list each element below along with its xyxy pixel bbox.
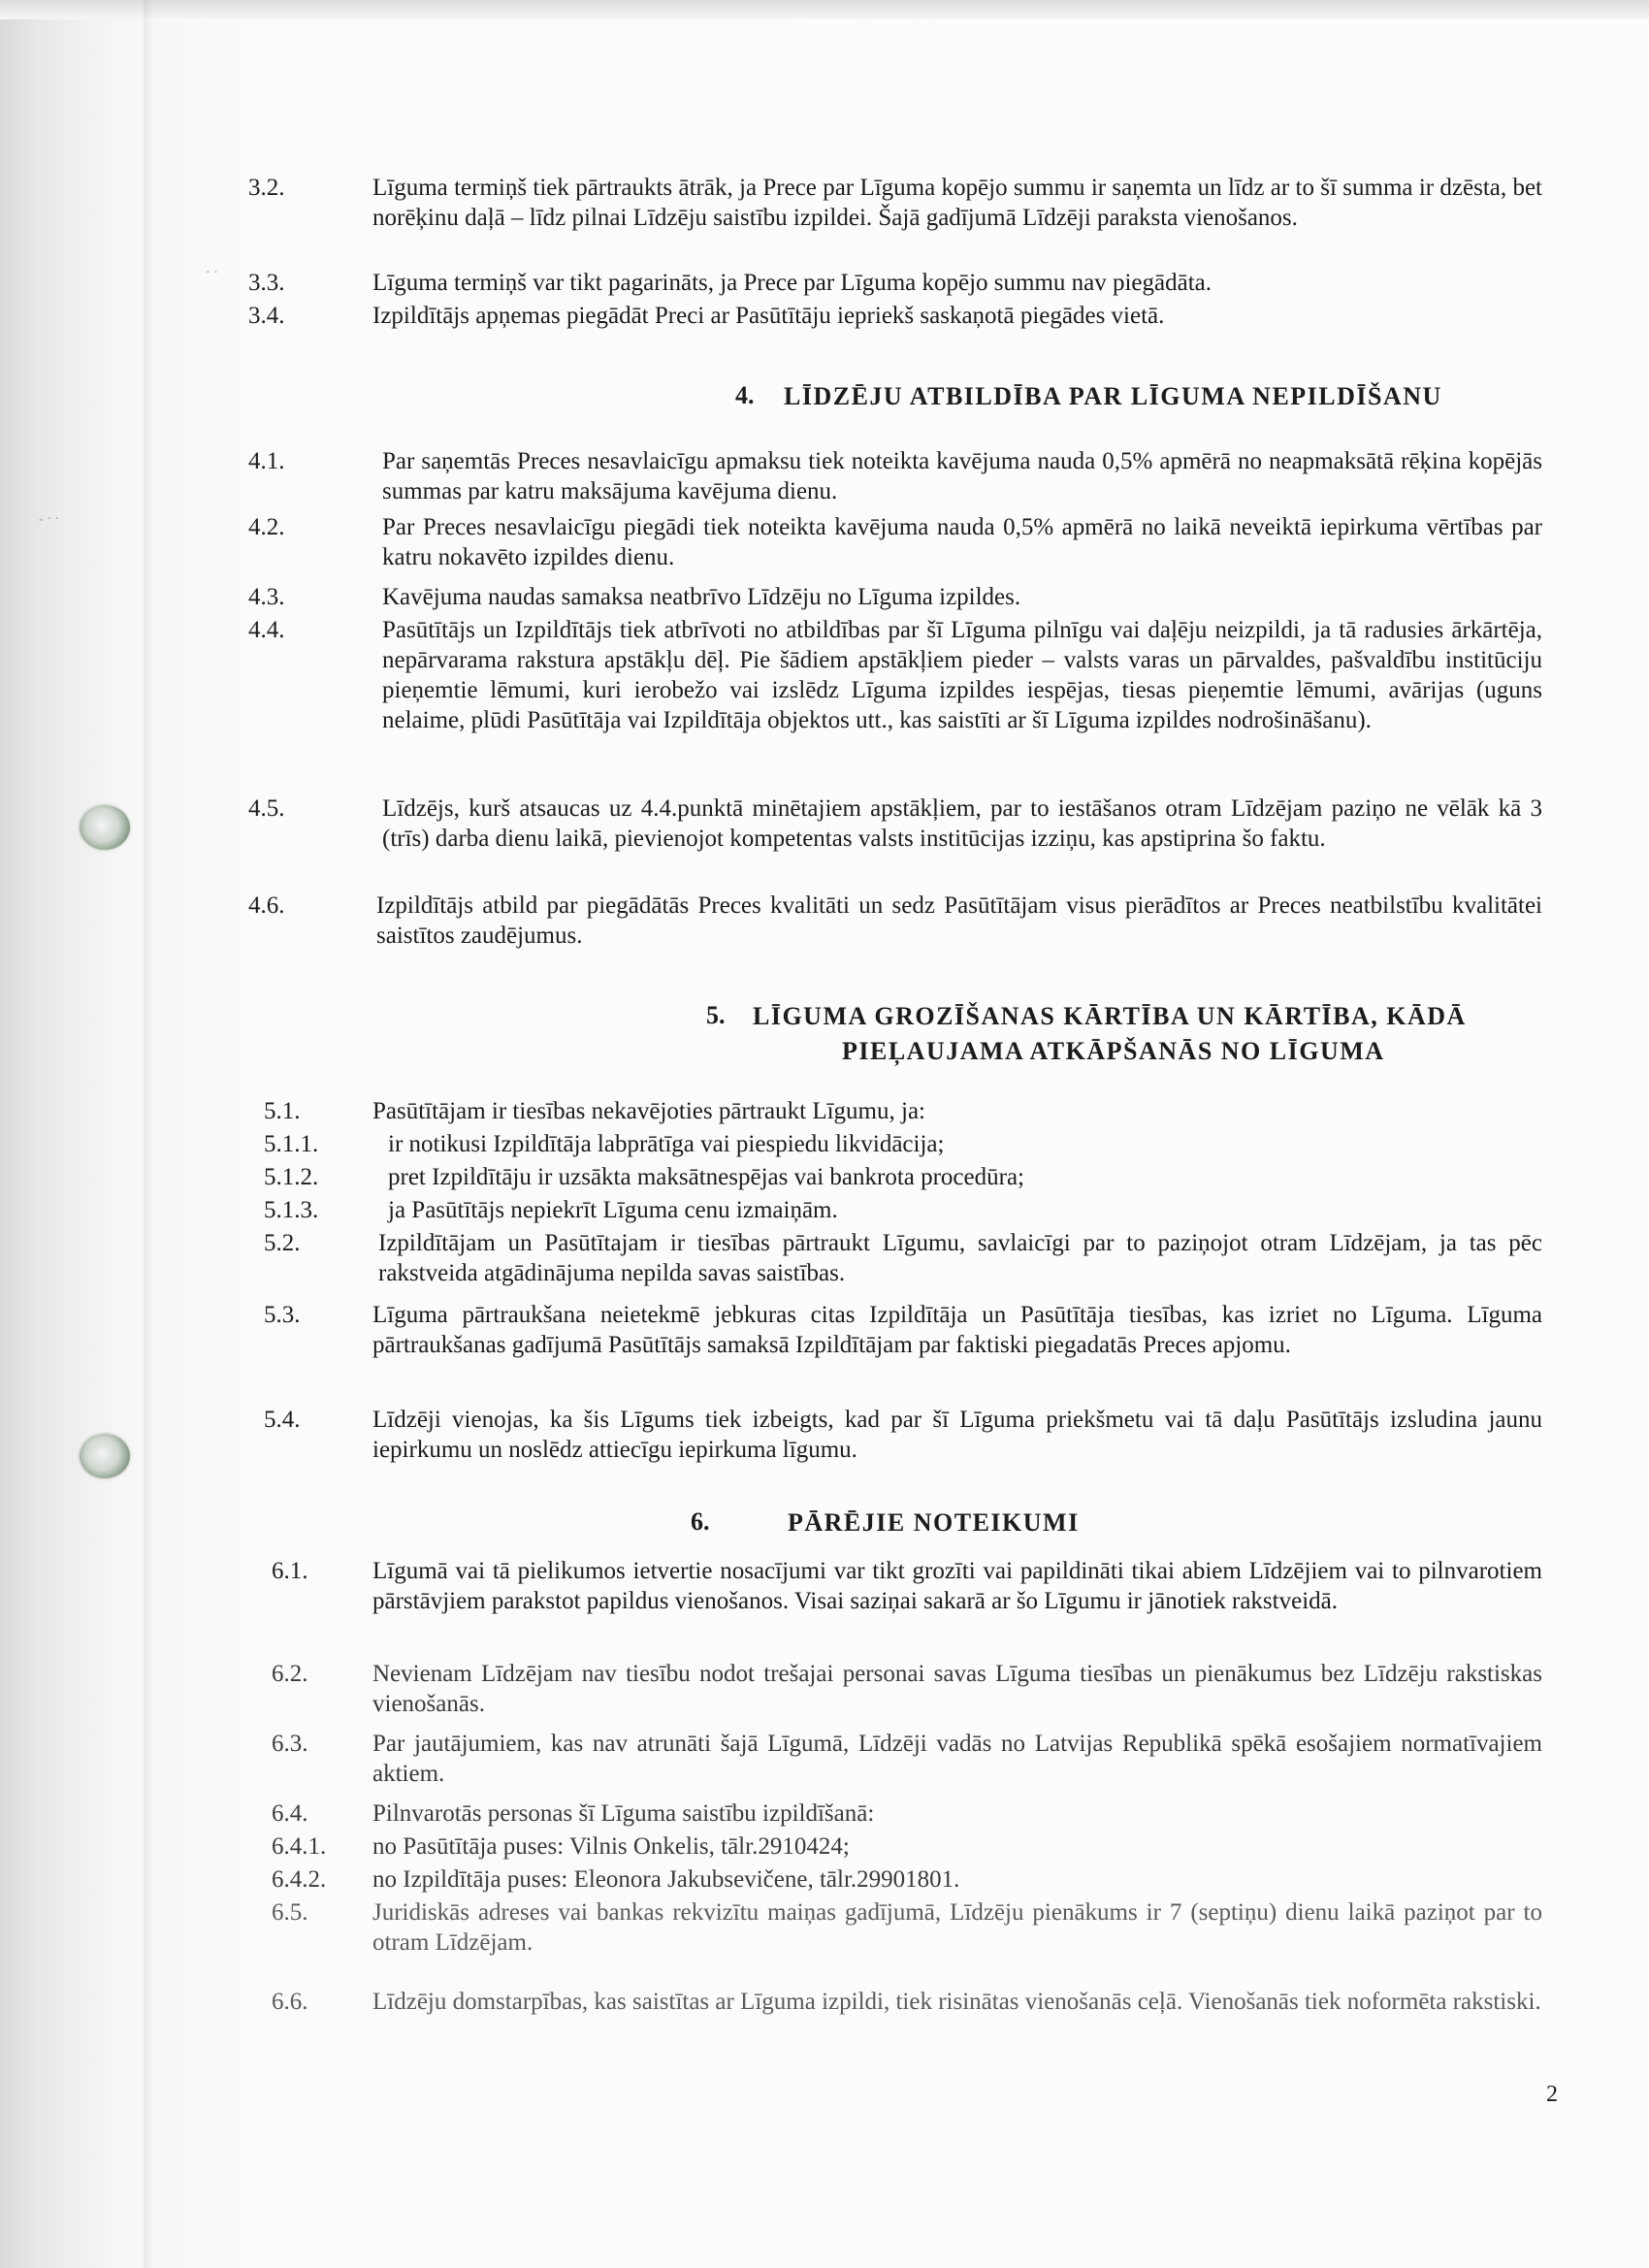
clause-number: 5.1.2. — [264, 1164, 319, 1190]
clause-number: 4.5. — [248, 795, 285, 822]
clause-text: pret Izpildītāju ir uzsākta maksātnespējas vai bankrota procedūra; — [388, 1164, 1024, 1190]
section-number: 5. — [706, 1001, 726, 1029]
clause-text: Izpildītājs apņemas piegādāt Preci ar Pasūtītāju iepriekš saskaņotā piegādes vietā. — [372, 303, 1165, 329]
clause-number: 6.4.1. — [272, 1833, 327, 1860]
clause-text: Līgumā vai tā pielikumos ietvertie nosacījumi var tikt grozīti vai papildināti tikai abiem Līdzējiem vai to pilnvarotiem pārstāvjiem parakstot papildus vienošanos. Visai saziņai sakarā ar šo Līgumu ir jānotiek rakstveidā. — [372, 1558, 1542, 1614]
section-heading-line2: PIEĻAUJAMA ATKĀPŠANĀS NO LĪGUMA — [842, 1037, 1385, 1065]
clause-text: Izpildītājam un Pasūtītajam ir tiesības pārtraukt Līgumu, savlaicīgi par to paziņojot otram Līdzējam, ja tas pēc rakstveida atgādinājuma nepilda savas saistības. — [378, 1230, 1542, 1286]
clause-text: Par saņemtās Preces nesavlaicīgu apmaksu tiek noteikta kavējuma nauda 0,5% apmērā no neapmaksātā rēķina kopējās summas par katru maksājuma kavējuma dienu. — [382, 448, 1542, 504]
clause-text: no Izpildītāja puses: Eleonora Jakubsevičene, tālr.29901801. — [372, 1866, 960, 1893]
clause-number: 6.5. — [272, 1899, 308, 1926]
clause-text: Nevienam Līdzējam nav tiesību nodot trešajai personai savas Līguma tiesības un pienākumus bez Līdzēju rakstiskas vienošanās. — [372, 1661, 1542, 1717]
clause-text: Juridiskās adreses vai bankas rekvizītu maiņas gadījumā, Līdzēju pienākums ir 7 (septiņu) dienu laikā paziņot par to otram Līdzējam. — [372, 1899, 1542, 1956]
page-fold-shadow — [144, 0, 153, 2268]
clause-text: ir notikusi Izpildītāja labprātīga vai piespiedu likvidācija; — [388, 1131, 945, 1157]
clause-number: 6.4.2. — [272, 1866, 327, 1893]
section-heading: LĪDZĒJU ATBILDĪBA PAR LĪGUMA NEPILDĪŠANU — [784, 382, 1442, 410]
clause-number: 5.1. — [264, 1098, 301, 1124]
clause-number: 5.4. — [264, 1407, 301, 1433]
clause-number: 6.3. — [272, 1731, 308, 1757]
clause-number: 5.1.1. — [264, 1131, 319, 1157]
binder-hole-top — [80, 805, 130, 850]
clause-number: 4.3. — [248, 584, 285, 610]
clause-text: Līdzēji vienojas, ka šis Līgums tiek izbeigts, kad par šī Līguma priekšmetu vai tā daļu Pasūtītājs izsludina jaunu iepirkumu un noslēdz attiecīgu iepirkuma līgumu. — [372, 1407, 1542, 1463]
clause-text: Pasūtītājs un Izpildītājs tiek atbrīvoti no atbildības par šī Līguma pilnīgu vai daļēju neizpildi, ja tā radusies ārkārtēja, nepārvarama rakstura apstākļu dēļ. Pie šādiem apstākļiem pieder – valsts varas un pārvaldes, pašvaldību institūciju pieņemtie lēmumi, kuri ierobežo vai izslēdz Līguma izpildes iespējas, tiesas pieņemtie lēmumi, avārijas (uguns nelaime, plūdi Pasūtītāja vai Izpildītāja objektos utt., kas saistīti ar šī Līguma izpildes nodrošināšanu). — [382, 617, 1542, 733]
clause-text: Par Preces nesavlaicīgu piegādi tiek noteikta kavējuma nauda 0,5% apmērā no laikā neveiktā iepirkuma vērtības par katru nokavēto izpildes dienu. — [382, 514, 1542, 570]
clause-number: 3.2. — [248, 175, 285, 201]
clause-text: Kavējuma naudas samaksa neatbrīvo Līdzēju no Līguma izpildes. — [382, 584, 1021, 610]
clause-number: 6.1. — [272, 1558, 308, 1584]
clause-text: Līguma pārtraukšana neietekmē jebkuras citas Izpildītāja un Pasūtītāja tiesības, kas izriet no Līguma. Līguma pārtraukšanas gadījumā Pasūtītājs samaksā Izpildītājam par faktiski piegadatās Preces apjomu. — [372, 1302, 1542, 1358]
clause-number: 5.2. — [264, 1230, 301, 1256]
clause-number: 3.3. — [248, 270, 285, 296]
margin-mark: · · — [206, 266, 218, 280]
clause-number: 4.2. — [248, 514, 285, 540]
section-number: 4. — [735, 381, 755, 409]
clause-number: 6.6. — [272, 1989, 308, 2015]
clause-text: ja Pasūtītājs nepiekrīt Līguma cenu izmaiņām. — [388, 1197, 838, 1223]
clause-number: 4.6. — [248, 892, 285, 919]
margin-mark: - · · — [39, 512, 59, 527]
clause-text: Līguma termiņš tiek pārtraukts ātrāk, ja Prece par Līguma kopējo summu ir saņemta un līdz ar to šī summa ir dzēsta, bet norēķinu daļā – līdz pilnai Līdzēju saistību izpildei. Šajā gadījumā Līdzēji paraksta vienošanos. — [372, 175, 1542, 231]
clause-number: 5.1.3. — [264, 1197, 319, 1223]
clause-text: Līguma termiņš var tikt pagarināts, ja Prece par Līguma kopējo summu nav piegādāta. — [372, 270, 1212, 296]
clause-text: Pasūtītājam ir tiesības nekavējoties pārtraukt Līgumu, ja: — [372, 1098, 925, 1124]
binder-hole-bottom — [80, 1434, 130, 1478]
clause-text: Līdzējs, kurš atsaucas uz 4.4.punktā minētajiem apstākļiem, par to iestāšanos otram Līdzējam paziņo ne vēlāk kā 3 (trīs) darba dienu laikā, pievienojot kompetentas valsts institūcijas izziņu, kas apstiprina šo faktu. — [382, 795, 1542, 852]
clause-text: Par jautājumiem, kas nav atrunāti šajā Līgumā, Līdzēji vadās no Latvijas Republikā spēkā esošajiem normatīvajiem aktiem. — [372, 1731, 1542, 1787]
section-heading-line1: LĪGUMA GROZĪŠANAS KĀRTĪBA UN KĀRTĪBA, KĀDĀ — [753, 1002, 1467, 1030]
clause-number: 5.3. — [264, 1302, 301, 1328]
clause-number: 6.2. — [272, 1661, 308, 1687]
clause-number: 4.1. — [248, 448, 285, 474]
clause-text: Pilnvarotās personas šī Līguma saistību izpildīšanā: — [372, 1800, 875, 1827]
scan-top-edge — [0, 0, 1649, 19]
clause-number: 3.4. — [248, 303, 285, 329]
clause-text: Līdzēju domstarpības, kas saistītas ar Līguma izpildi, tiek risinātas vienošanās ceļā. Vienošanās tiek noformēta rakstiski. — [372, 1989, 1541, 2015]
clause-number: 4.4. — [248, 617, 285, 643]
clause-number: 6.4. — [272, 1800, 308, 1827]
section-heading: PĀRĒJIE NOTEIKUMI — [788, 1508, 1080, 1537]
clause-text: no Pasūtītāja puses: Vilnis Onkelis, tālr.2910424; — [372, 1833, 850, 1860]
page-number: 2 — [1546, 2082, 1558, 2107]
clause-text: Izpildītājs atbild par piegādātās Preces kvalitāti un sedz Pasūtītājam visus pierādītos ar Preces neatbilstību kvalitātei saistītos zaudējumus. — [376, 892, 1542, 949]
section-number: 6. — [691, 1507, 710, 1536]
